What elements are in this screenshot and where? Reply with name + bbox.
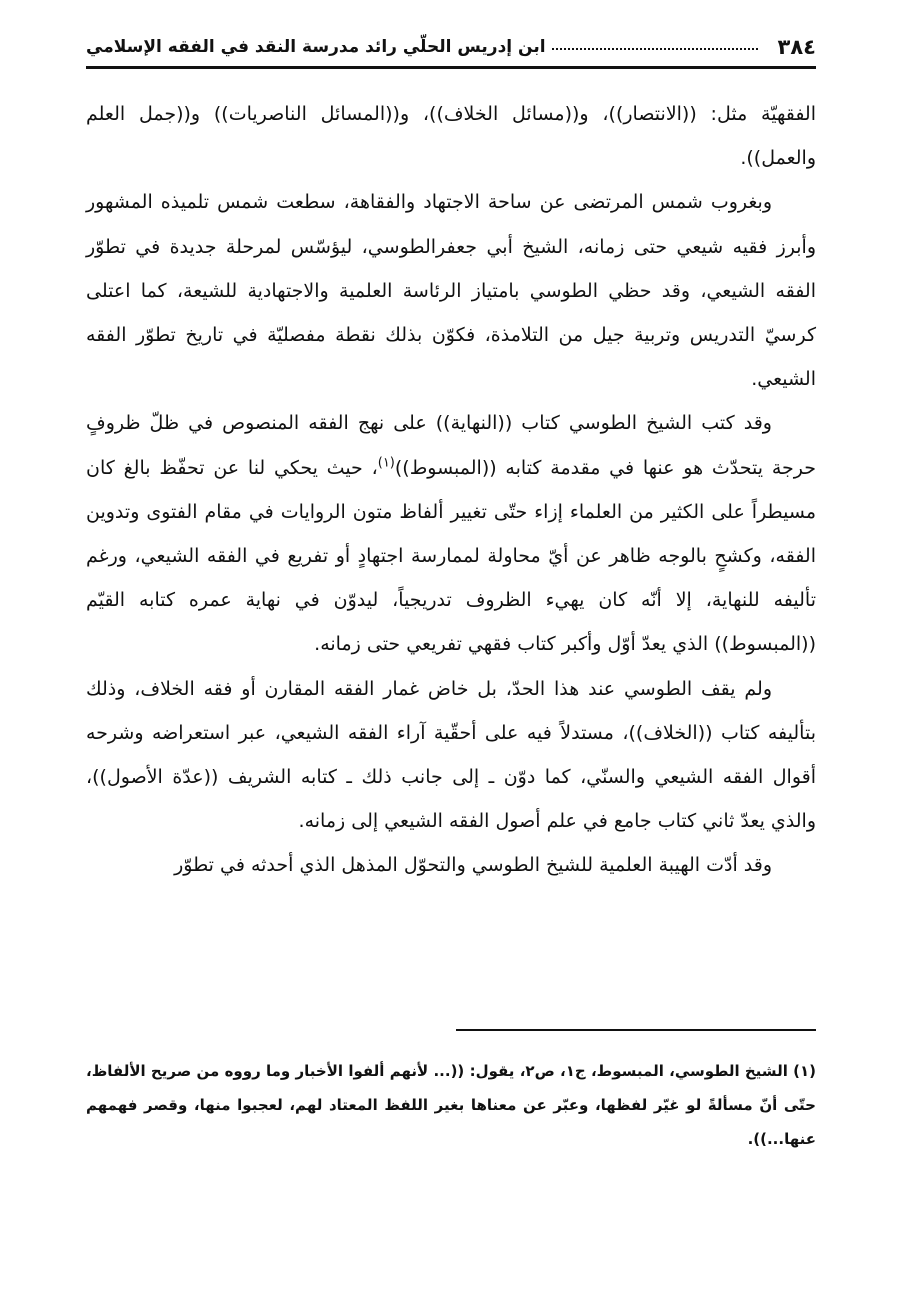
header-dot-leader (552, 48, 758, 50)
running-title: ابن إدريس الحلّي رائد مدرسة النقد في الفقه الإسلامي (86, 37, 546, 57)
paragraph-1: الفقهيّة مثل: ((الانتصار))، و((مسائل الخلاف))، و((المسائل الناصريات)) و((جمل العلم والعمل)). (86, 103, 816, 170)
footnote-rule (456, 1029, 816, 1031)
header-rule (86, 66, 816, 69)
body-text (86, 92, 816, 888)
paragraph-4: ولم يقف الطوسي عند هذا الحدّ، بل خاض غمار الفقه المقارن أو فقه الخلاف، وذلك بتأليفه كتاب ((الخلاف))، مستدلاً فيه على أحقّية آراء الفقه الشيعي، عبر استعراضه وشرحه أقوال الفقه الشيعي والسنّي، كما دوّن ـ إلى جانب ذلك ـ كتابه الشريف ((عدّة الأصول))، والذي يعدّ ثاني كتاب جامع في علم أصول الفقه الشيعي إلى زمانه. (86, 677, 816, 833)
footnote-text: (١) الشيخ الطوسي، المبسوط، ج١، ص٢، يقول: ((... لأنهم ألفوا الأخبار وما رووه من صريح الألفاظ، حتّى أنّ مسألةً لو غيّر لفظها، وعبّر عن معناها بغير اللفظ المعتاد لهم، لعجبوا منها، وقصر فهمهم عنها...)). (86, 1062, 817, 1148)
paragraph-3 (86, 401, 816, 666)
footnote-reference: (١) (377, 455, 395, 471)
paragraph-3-end: ، حيث يحكي لنا عن تحفّظ بالغ كان مسيطراً على الكثير من العلماء إزاء حتّى تغيير ألفاظ متون الروايات في مقام الفتوى وتدوين الفقه، وكشحٍ بالوجه ظاهر عن أيّ محاولة لممارسة اجتهادٍ أو تفريع في الفقه الشيعي، ورغم تأليفه للنهاية، إلا أنّه كان يهيء الظروف تدريجياً، ليدوّن في نهاية عمره كتابه القيّم ((المبسوط)) الذي يعدّ أوّل وأكبر كتاب فقهي تفريعي حتى زمانه. (86, 456, 816, 656)
running-header (86, 30, 816, 64)
footnote (86, 1054, 816, 1156)
page-number: ٣٨٤ (777, 35, 816, 59)
paragraph-2: وبغروب شمس المرتضى عن ساحة الاجتهاد والفقاهة، سطعت شمس تلميذه المشهور وأبرز فقيه شيعي حتى زمانه، الشيخ أبي جعفرالطوسي، ليؤسّس لمرحلة جديدة في تطوّر الفقه الشيعي، وقد حظي الطوسي بامتياز الرئاسة العلمية والاجتهادية للشيعة، كما اعتلى كرسيّ التدريس وتربية جيل من التلامذة، فكوّن بذلك نقطة مفصليّة في تاريخ تطوّر الفقه الشيعي. (86, 191, 816, 391)
paragraph-5: وقد أدّت الهيبة العلمية للشيخ الطوسي والتحوّل المذهل الذي أحدثه في تطوّر (174, 854, 772, 877)
paragraph-3-start: وقد كتب الشيخ الطوسي كتاب ((النهاية)) على نهج الفقه المنصوص في ظلّ ظروفٍ حرجة يتحدّث هو عنها في مقدمة كتابه ((المبسوط)) (86, 412, 816, 479)
